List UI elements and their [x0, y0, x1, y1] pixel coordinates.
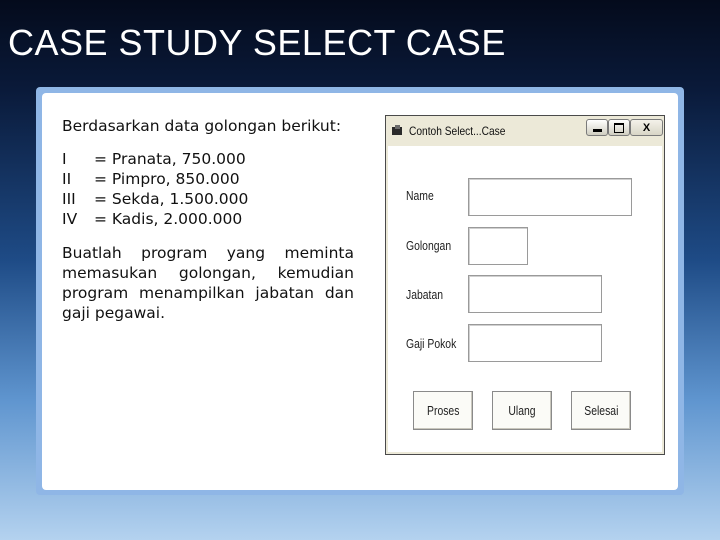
selesai-label: Selesai	[583, 403, 619, 418]
list-item	[62, 189, 354, 209]
form-body	[388, 146, 662, 452]
name-input[interactable]	[468, 178, 632, 216]
golongan-roman: I	[62, 150, 67, 168]
jabatan-label: Jabatan	[406, 287, 444, 302]
jabatan-output[interactable]	[468, 275, 602, 313]
name-label: Name	[406, 188, 434, 203]
gaji-label: Gaji Pokok	[406, 336, 457, 351]
window-titlebar[interactable]	[386, 116, 664, 146]
form-window	[385, 115, 665, 455]
app-icon	[392, 125, 404, 137]
proses-label: Proses	[426, 403, 460, 418]
window-title: Contoh Select...Case	[409, 124, 506, 138]
golongan-input[interactable]	[468, 227, 528, 265]
slide-title: CASE STUDY SELECT CASE	[8, 22, 506, 63]
close-button[interactable]: X	[630, 119, 663, 136]
proses-button[interactable]	[413, 391, 473, 430]
ulang-label: Ulang	[508, 403, 536, 418]
golongan-desc: = Pranata, 750.000	[94, 150, 246, 168]
gaji-output[interactable]	[468, 324, 602, 362]
list-item	[62, 149, 354, 169]
list-item	[62, 209, 354, 229]
golongan-desc: = Pimpro, 850.000	[94, 170, 240, 188]
intro-text: Berdasarkan data golongan berikut:	[62, 117, 342, 135]
golongan-desc: = Sekda, 1.500.000	[94, 190, 249, 208]
golongan-roman: IV	[62, 210, 78, 228]
maximize-button[interactable]	[608, 119, 630, 136]
golongan-desc: = Kadis, 2.000.000	[94, 210, 243, 228]
minimize-icon	[593, 129, 602, 132]
selesai-button[interactable]	[571, 391, 631, 430]
maximize-icon	[614, 123, 624, 133]
minimize-button[interactable]	[586, 119, 608, 136]
golongan-roman: III	[62, 190, 76, 208]
ulang-button[interactable]	[492, 391, 552, 430]
golongan-label: Golongan	[406, 238, 452, 253]
list-item	[62, 169, 354, 189]
case-description	[62, 116, 354, 323]
golongan-roman: II	[62, 170, 72, 188]
task-text: Buatlah program yang meminta memasukan golongan, kemudian program menampilkan jabatan dan gaji pegawai.	[62, 244, 354, 322]
